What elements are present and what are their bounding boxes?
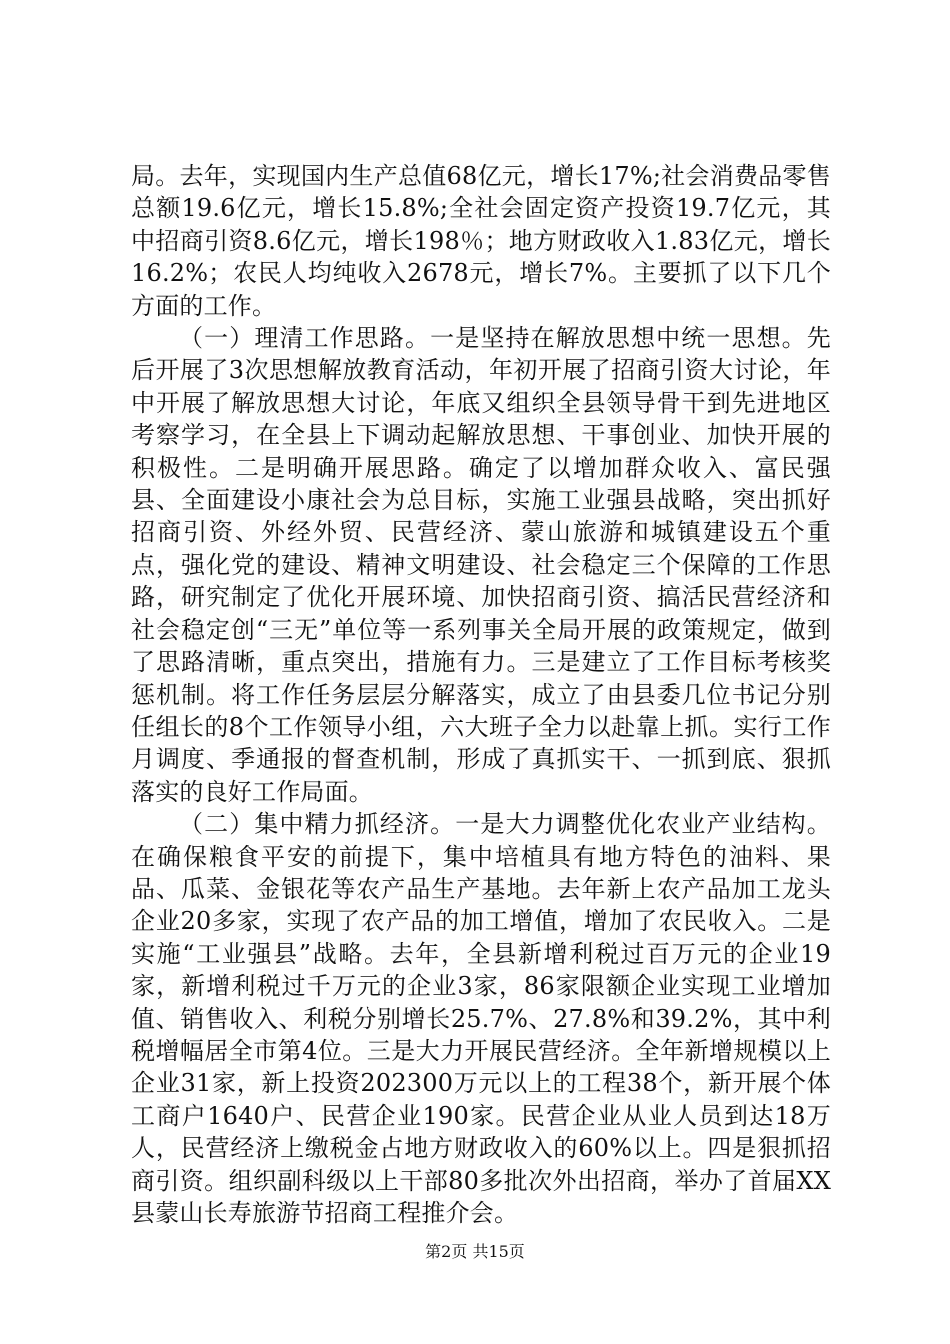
page-footer: 第2页 共15页 (425, 1242, 525, 1261)
paragraph-section-2: （二）集中精力抓经济。一是大力调整优化农业产业结构。在确保粮食平安的前提下，集中培植具有地方特色的油料、果品、瓜菜、金银花等农产品生产基地。去年新上农产品加工龙头企业20多家，实现了农产品的加工增值，增加了农民收入。二是实施“工业强县”战略。去年，全县新增利税过百万元的企业19家，新增利税过千万元的企业3家，86家限额企业实现工业增加值、销售收入、利税分别增长25.7%、27.8%和39.2%，其中利税增幅居全市第4位。三是大力开展民营经济。全年新增规模以上企业31家，新上投资202300万元以上的工程38个，新开展个体工商户1640户、民营企业190家。民营企业从业人员到达18万人，民营经济上缴税金占地方财政收入的60%以上。四是狠抓招商引资。组织副科级以上干部80多批次外出招商，举办了首届XX县蒙山长寿旅游节招商工程推介会。 (131, 810, 831, 1227)
document-body (131, 160, 831, 1229)
paragraph-section-1: （一）理清工作思路。一是坚持在解放思想中统一思想。先后开展了3次思想解放教育活动，年初开展了招商引资大讨论，年中开展了解放思想大讨论，年底又组织全县领导骨干到先进地区考察学习，在全县上下调动起解放思想、干事创业、加快开展的积极性。二是明确开展思路。确定了以增加群众收入、富民强县、全面建设小康社会为总目标，实施工业强县战略，突出抓好招商引资、外经外贸、民营经济、蒙山旅游和城镇建设五个重点，强化党的建设、精神文明建设、社会稳定三个保障的工作思路，研究制定了优化开展环境、加快招商引资、搞活民营经济和社会稳定创“三无”单位等一系列事关全局开展的政策规定，做到了思路清晰，重点突出，措施有力。三是建立了工作目标考核奖惩机制。将工作任务层层分解落实，成立了由县委几位书记分别任组长的8个工作领导小组，六大班子全力以赴靠上抓。实行工作月调度、季通报的督查机制，形成了真抓实干、一抓到底、狠抓落实的良好工作局面。 (131, 324, 831, 806)
paragraph-continuation: 局。去年，实现国内生产总值68亿元，增长17%;社会消费品零售总额19.6亿元，增长15.8%;全社会固定资产投资19.7亿元，其中招商引资8.6亿元，增长198％；地方财政收入1.83亿元，增长16.2%；农民人均纯收入2678元，增长7%。主要抓了以下几个方面的工作。 (131, 162, 831, 320)
